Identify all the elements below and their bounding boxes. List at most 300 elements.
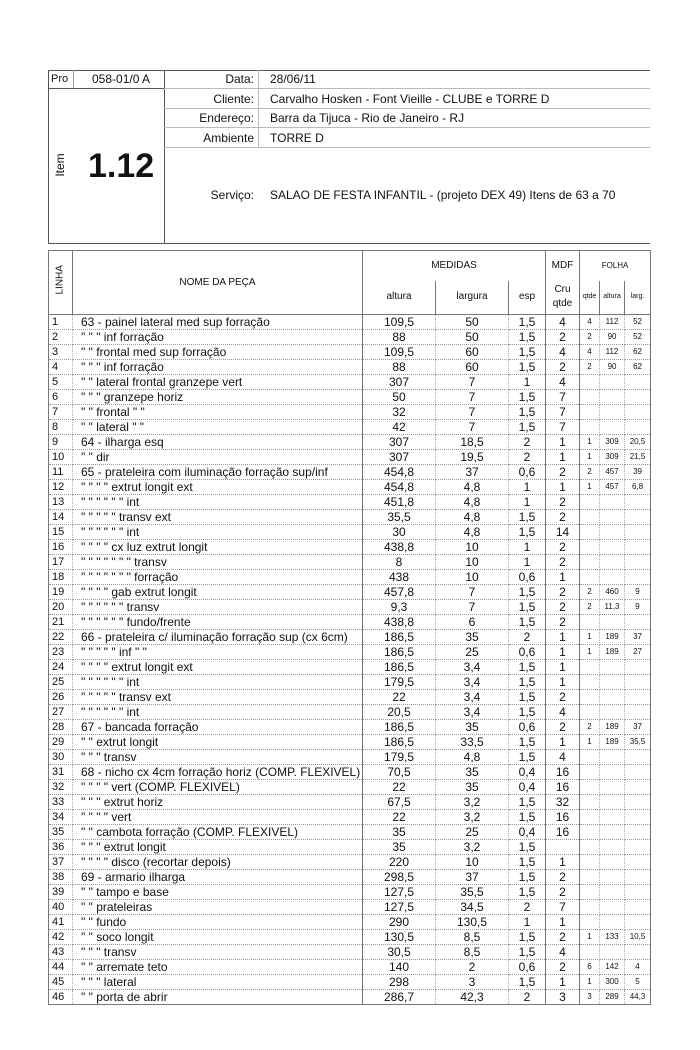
folha-altura-cell [600, 855, 625, 870]
esp-cell: 1,5 [509, 600, 546, 615]
folha-qtde-cell [580, 540, 600, 555]
folha-largura-cell: 4 [625, 960, 651, 975]
part-name-cell: " " " " " " " forração [73, 570, 363, 585]
col-folha-altura-header: altura [600, 281, 625, 315]
row-number-cell: 40 [49, 900, 73, 915]
table-row [49, 750, 651, 765]
esp-cell: 1,5 [509, 510, 546, 525]
largura-cell: 42,3 [436, 990, 509, 1005]
altura-cell: 42 [363, 420, 436, 435]
folha-largura-cell [625, 540, 651, 555]
row-number-cell: 7 [49, 405, 73, 420]
folha-largura-cell [625, 795, 651, 810]
col-mdf-header: MDF [546, 251, 580, 281]
row-number-cell: 23 [49, 645, 73, 660]
row-number-cell: 5 [49, 375, 73, 390]
mdf-cru-qtde-cell: 2 [546, 555, 580, 570]
mdf-cru-qtde-cell: 16 [546, 810, 580, 825]
esp-cell: 0,4 [509, 780, 546, 795]
folha-altura-cell [600, 615, 625, 630]
altura-cell: 30,5 [363, 945, 436, 960]
folha-largura-cell: 35,5 [625, 735, 651, 750]
folha-altura-cell [600, 825, 625, 840]
part-name-cell: " " " " vert [73, 810, 363, 825]
folha-largura-cell [625, 870, 651, 885]
ambiente-label: Ambiente [203, 131, 254, 145]
esp-cell: 1,5 [509, 750, 546, 765]
largura-cell: 25 [436, 825, 509, 840]
mdf-cru-qtde-cell: 4 [546, 315, 580, 330]
table-row [49, 435, 651, 450]
mdf-cru-qtde-cell: 2 [546, 690, 580, 705]
folha-altura-cell [600, 945, 625, 960]
largura-cell: 33,5 [436, 735, 509, 750]
largura-cell: 7 [436, 420, 509, 435]
part-name-cell: 63 - painel lateral med sup forração [73, 315, 363, 330]
folha-altura-cell [600, 870, 625, 885]
folha-altura-cell: 309 [600, 450, 625, 465]
folha-qtde-cell: 1 [580, 480, 600, 495]
folha-altura-cell [600, 765, 625, 780]
altura-cell: 70,5 [363, 765, 436, 780]
mdf-cru-qtde-cell: 4 [546, 375, 580, 390]
table-row [49, 345, 651, 360]
table-row [49, 675, 651, 690]
folha-largura-cell [625, 420, 651, 435]
folha-altura-cell: 133 [600, 930, 625, 945]
altura-cell: 307 [363, 375, 436, 390]
folha-qtde-cell [580, 675, 600, 690]
folha-altura-cell [600, 555, 625, 570]
folha-altura-cell: 189 [600, 735, 625, 750]
altura-cell: 109,5 [363, 315, 436, 330]
mdf-cru-qtde-cell: 2 [546, 930, 580, 945]
altura-cell: 186,5 [363, 720, 436, 735]
altura-cell: 220 [363, 855, 436, 870]
folha-qtde-cell [580, 510, 600, 525]
endereco-value: Barra da Tijuca - Rio de Janeiro - RJ [270, 111, 465, 125]
largura-cell: 35 [436, 780, 509, 795]
mdf-cru-qtde-cell: 2 [546, 870, 580, 885]
altura-cell: 35 [363, 840, 436, 855]
folha-largura-cell: 9 [625, 600, 651, 615]
largura-cell: 7 [436, 585, 509, 600]
largura-cell: 7 [436, 600, 509, 615]
folha-qtde-cell: 2 [580, 585, 600, 600]
esp-cell: 1,5 [509, 735, 546, 750]
esp-cell: 1,5 [509, 690, 546, 705]
folha-altura-cell: 289 [600, 990, 625, 1005]
largura-cell: 3 [436, 975, 509, 990]
esp-cell: 1,5 [509, 360, 546, 375]
altura-cell: 438 [363, 570, 436, 585]
table-row [49, 705, 651, 720]
altura-cell: 307 [363, 435, 436, 450]
altura-cell: 186,5 [363, 630, 436, 645]
largura-cell: 4,8 [436, 525, 509, 540]
part-name-cell: " " " " " " int [73, 705, 363, 720]
folha-altura-cell [600, 405, 625, 420]
mdf-cru-qtde-cell: 2 [546, 885, 580, 900]
folha-qtde-cell: 2 [580, 330, 600, 345]
folha-altura-cell [600, 705, 625, 720]
item-number: 1.12 [88, 147, 155, 185]
altura-cell: 22 [363, 690, 436, 705]
row-number-cell: 11 [49, 465, 73, 480]
largura-cell: 18,5 [436, 435, 509, 450]
folha-altura-cell: 309 [600, 435, 625, 450]
mdf-cru-qtde-cell: 4 [546, 345, 580, 360]
folha-largura-cell [625, 495, 651, 510]
part-name-cell: " " frontal " " [73, 405, 363, 420]
folha-qtde-cell: 2 [580, 720, 600, 735]
esp-cell: 1,5 [509, 885, 546, 900]
table-row [49, 330, 651, 345]
esp-cell: 0,6 [509, 570, 546, 585]
folha-qtde-cell [580, 810, 600, 825]
row-number-cell: 18 [49, 570, 73, 585]
folha-qtde-cell [580, 705, 600, 720]
altura-cell: 67,5 [363, 795, 436, 810]
folha-altura-cell [600, 810, 625, 825]
largura-cell: 3,4 [436, 675, 509, 690]
table-row [49, 765, 651, 780]
largura-cell: 6 [436, 615, 509, 630]
esp-cell: 1 [509, 375, 546, 390]
altura-cell: 179,5 [363, 675, 436, 690]
folha-qtde-cell [580, 690, 600, 705]
altura-cell: 127,5 [363, 900, 436, 915]
mdf-cru-qtde-cell: 2 [546, 540, 580, 555]
esp-cell: 0,4 [509, 825, 546, 840]
mdf-cru-qtde-cell: 16 [546, 825, 580, 840]
row-number-cell: 21 [49, 615, 73, 630]
altura-cell: 451,8 [363, 495, 436, 510]
endereco-label: Endereço: [199, 111, 254, 125]
part-name-cell: 67 - bancada forração [73, 720, 363, 735]
row-number-cell: 8 [49, 420, 73, 435]
altura-cell: 454,8 [363, 480, 436, 495]
folha-altura-cell [600, 750, 625, 765]
row-number-cell: 35 [49, 825, 73, 840]
mdf-cru-qtde-cell: 1 [546, 915, 580, 930]
folha-altura-cell: 460 [600, 585, 625, 600]
row-number-cell: 45 [49, 975, 73, 990]
mdf-cru-qtde-cell: 7 [546, 900, 580, 915]
col-linha-header: LINHA [49, 251, 73, 315]
folha-largura-cell: 6,8 [625, 480, 651, 495]
folha-qtde-cell: 4 [580, 345, 600, 360]
folha-largura-cell [625, 690, 651, 705]
row-number-cell: 38 [49, 870, 73, 885]
largura-cell: 4,8 [436, 495, 509, 510]
mdf-cru-qtde-cell: 2 [546, 330, 580, 345]
altura-cell: 50 [363, 390, 436, 405]
col-esp-header: esp [509, 281, 546, 315]
folha-altura-cell: 457 [600, 465, 625, 480]
altura-cell: 186,5 [363, 660, 436, 675]
part-name-cell: " " " transv [73, 945, 363, 960]
row-number-cell: 14 [49, 510, 73, 525]
item-label: Item [53, 153, 67, 177]
folha-largura-cell [625, 810, 651, 825]
esp-cell: 2 [509, 900, 546, 915]
esp-cell: 1 [509, 495, 546, 510]
mdf-cru-qtde-cell: 2 [546, 960, 580, 975]
largura-cell: 34,5 [436, 900, 509, 915]
table-row [49, 945, 651, 960]
esp-cell: 1,5 [509, 795, 546, 810]
folha-altura-cell [600, 915, 625, 930]
part-name-cell: " " dir [73, 450, 363, 465]
altura-cell: 454,8 [363, 465, 436, 480]
row-number-cell: 44 [49, 960, 73, 975]
largura-cell: 3,4 [436, 660, 509, 675]
largura-cell: 4,8 [436, 510, 509, 525]
row-number-cell: 19 [49, 585, 73, 600]
data-label: Data: [225, 72, 254, 86]
part-name-cell: " " " " extrut longit ext [73, 480, 363, 495]
folha-largura-cell: 20,5 [625, 435, 651, 450]
col-medidas-header: MEDIDAS [363, 251, 546, 281]
part-name-cell: " " " " vert (COMP. FLEXIVEL) [73, 780, 363, 795]
mdf-cru-qtde-cell: 2 [546, 360, 580, 375]
esp-cell: 1 [509, 555, 546, 570]
largura-cell: 4,8 [436, 480, 509, 495]
folha-altura-cell: 90 [600, 360, 625, 375]
table-row [49, 315, 651, 330]
table-row [49, 615, 651, 630]
part-name-cell: " " prateleiras [73, 900, 363, 915]
parts-table-body [49, 315, 651, 1005]
folha-qtde-cell [580, 855, 600, 870]
mdf-cru-qtde-cell: 32 [546, 795, 580, 810]
mdf-cru-qtde-cell: 7 [546, 420, 580, 435]
part-name-cell: " " " " extrut longit ext [73, 660, 363, 675]
folha-largura-cell: 62 [625, 345, 651, 360]
document-header [48, 70, 650, 243]
table-row [49, 420, 651, 435]
mdf-cru-qtde-cell: 16 [546, 780, 580, 795]
table-row [49, 825, 651, 840]
mdf-cru-qtde-cell: 7 [546, 390, 580, 405]
folha-largura-cell: 37 [625, 630, 651, 645]
part-name-cell: " " " " " " transv [73, 600, 363, 615]
folha-qtde-cell [580, 525, 600, 540]
row-number-cell: 22 [49, 630, 73, 645]
esp-cell: 0,6 [509, 465, 546, 480]
folha-largura-cell [625, 675, 651, 690]
table-row [49, 360, 651, 375]
altura-cell: 298,5 [363, 870, 436, 885]
row-number-cell: 9 [49, 435, 73, 450]
folha-altura-cell [600, 540, 625, 555]
largura-cell: 37 [436, 870, 509, 885]
folha-qtde-cell [580, 765, 600, 780]
mdf-cru-qtde-cell: 7 [546, 405, 580, 420]
cliente-label: Cliente: [213, 92, 254, 106]
altura-cell: 457,8 [363, 585, 436, 600]
table-row [49, 540, 651, 555]
esp-cell: 1 [509, 540, 546, 555]
table-row [49, 900, 651, 915]
col-largura-header: largura [436, 281, 509, 315]
folha-altura-cell [600, 885, 625, 900]
esp-cell: 2 [509, 990, 546, 1005]
folha-qtde-cell [580, 945, 600, 960]
mdf-cru-qtde-cell: 2 [546, 615, 580, 630]
mdf-cru-qtde-cell: 2 [546, 510, 580, 525]
table-row [49, 405, 651, 420]
mdf-cru-qtde-cell: 1 [546, 480, 580, 495]
part-name-cell: " " " " " " fundo/frente [73, 615, 363, 630]
folha-qtde-cell [580, 660, 600, 675]
largura-cell: 35 [436, 720, 509, 735]
largura-cell: 25 [436, 645, 509, 660]
folha-qtde-cell [580, 915, 600, 930]
altura-cell: 438,8 [363, 540, 436, 555]
folha-altura-cell: 112 [600, 345, 625, 360]
mdf-cru-qtde-cell: 1 [546, 855, 580, 870]
part-name-cell: " " soco longit [73, 930, 363, 945]
esp-cell: 2 [509, 450, 546, 465]
altura-cell: 88 [363, 330, 436, 345]
esp-cell: 2 [509, 435, 546, 450]
folha-largura-cell: 62 [625, 360, 651, 375]
folha-altura-cell: 112 [600, 315, 625, 330]
altura-cell: 140 [363, 960, 436, 975]
folha-largura-cell [625, 780, 651, 795]
esp-cell: 0,6 [509, 960, 546, 975]
table-row [49, 390, 651, 405]
pro-label: Pro [51, 73, 69, 85]
esp-cell: 1,5 [509, 945, 546, 960]
altura-cell: 35,5 [363, 510, 436, 525]
folha-altura-cell: 189 [600, 630, 625, 645]
largura-cell: 8,5 [436, 930, 509, 945]
folha-qtde-cell: 1 [580, 630, 600, 645]
folha-qtde-cell [580, 825, 600, 840]
folha-qtde-cell: 2 [580, 465, 600, 480]
part-name-cell: " " lateral frontal granzepe vert [73, 375, 363, 390]
part-name-cell: " " " lateral [73, 975, 363, 990]
folha-largura-cell [625, 510, 651, 525]
folha-qtde-cell [580, 495, 600, 510]
row-number-cell: 32 [49, 780, 73, 795]
largura-cell: 50 [436, 330, 509, 345]
row-number-cell: 28 [49, 720, 73, 735]
mdf-cru-qtde-cell: 2 [546, 465, 580, 480]
esp-cell: 0,4 [509, 765, 546, 780]
esp-cell: 1,5 [509, 855, 546, 870]
row-number-cell: 16 [49, 540, 73, 555]
table-row [49, 780, 651, 795]
part-name-cell: " " " extrut longit [73, 840, 363, 855]
largura-cell: 3,2 [436, 795, 509, 810]
mdf-cru-qtde-cell: 1 [546, 735, 580, 750]
largura-cell: 50 [436, 315, 509, 330]
part-name-cell: " " " transv [73, 750, 363, 765]
table-row [49, 645, 651, 660]
folha-altura-cell [600, 780, 625, 795]
folha-altura-cell [600, 525, 625, 540]
folha-qtde-cell [580, 375, 600, 390]
part-name-cell: 65 - prateleira com iluminação forração sup/inf [73, 465, 363, 480]
mdf-cru-qtde-cell: 2 [546, 600, 580, 615]
altura-cell: 9,3 [363, 600, 436, 615]
table-row [49, 975, 651, 990]
folha-qtde-cell: 1 [580, 735, 600, 750]
part-name-cell: " " " " gab extrut longit [73, 585, 363, 600]
folha-qtde-cell [580, 615, 600, 630]
mdf-cru-qtde-cell: 2 [546, 585, 580, 600]
row-number-cell: 24 [49, 660, 73, 675]
altura-cell: 186,5 [363, 735, 436, 750]
cliente-value: Carvalho Hosken - Font Vieille - CLUBE e TORRE D [270, 92, 550, 106]
esp-cell: 1,5 [509, 810, 546, 825]
part-name-cell: " " " inf forração [73, 330, 363, 345]
esp-cell: 1,5 [509, 345, 546, 360]
mdf-cru-qtde-cell: 4 [546, 750, 580, 765]
folha-largura-cell: 21,5 [625, 450, 651, 465]
part-name-cell: 66 - prateleira c/ iluminação forração sup (cx 6cm) [73, 630, 363, 645]
esp-cell: 1,5 [509, 870, 546, 885]
largura-cell: 7 [436, 405, 509, 420]
table-row [49, 570, 651, 585]
folha-altura-cell [600, 420, 625, 435]
folha-qtde-cell [580, 885, 600, 900]
altura-cell: 22 [363, 810, 436, 825]
altura-cell: 127,5 [363, 885, 436, 900]
folha-qtde-cell: 3 [580, 990, 600, 1005]
largura-cell: 130,5 [436, 915, 509, 930]
table-row [49, 930, 651, 945]
part-name-cell: " " " extrut horiz [73, 795, 363, 810]
ambiente-value: TORRE D [270, 131, 324, 145]
altura-cell: 20,5 [363, 705, 436, 720]
folha-largura-cell [625, 525, 651, 540]
mdf-cru-qtde-cell: 1 [546, 645, 580, 660]
table-row [49, 810, 651, 825]
folha-altura-cell [600, 375, 625, 390]
folha-altura-cell: 300 [600, 975, 625, 990]
folha-largura-cell [625, 765, 651, 780]
altura-cell: 32 [363, 405, 436, 420]
folha-largura-cell: 44,3 [625, 990, 651, 1005]
folha-largura-cell: 52 [625, 330, 651, 345]
largura-cell: 2 [436, 960, 509, 975]
row-number-cell: 10 [49, 450, 73, 465]
mdf-cru-qtde-cell: 4 [546, 705, 580, 720]
row-number-cell: 4 [49, 360, 73, 375]
folha-largura-cell [625, 555, 651, 570]
mdf-cru-qtde-cell: 1 [546, 660, 580, 675]
part-name-cell: 64 - ilharga esq [73, 435, 363, 450]
largura-cell: 7 [436, 375, 509, 390]
row-number-cell: 13 [49, 495, 73, 510]
esp-cell: 1,5 [509, 675, 546, 690]
folha-altura-cell: 457 [600, 480, 625, 495]
mdf-cru-qtde-cell: 1 [546, 435, 580, 450]
folha-largura-cell: 39 [625, 465, 651, 480]
folha-largura-cell [625, 615, 651, 630]
folha-largura-cell [625, 885, 651, 900]
folha-qtde-cell: 1 [580, 975, 600, 990]
altura-cell: 298 [363, 975, 436, 990]
folha-largura-cell: 27 [625, 645, 651, 660]
table-row [49, 915, 651, 930]
folha-altura-cell [600, 510, 625, 525]
